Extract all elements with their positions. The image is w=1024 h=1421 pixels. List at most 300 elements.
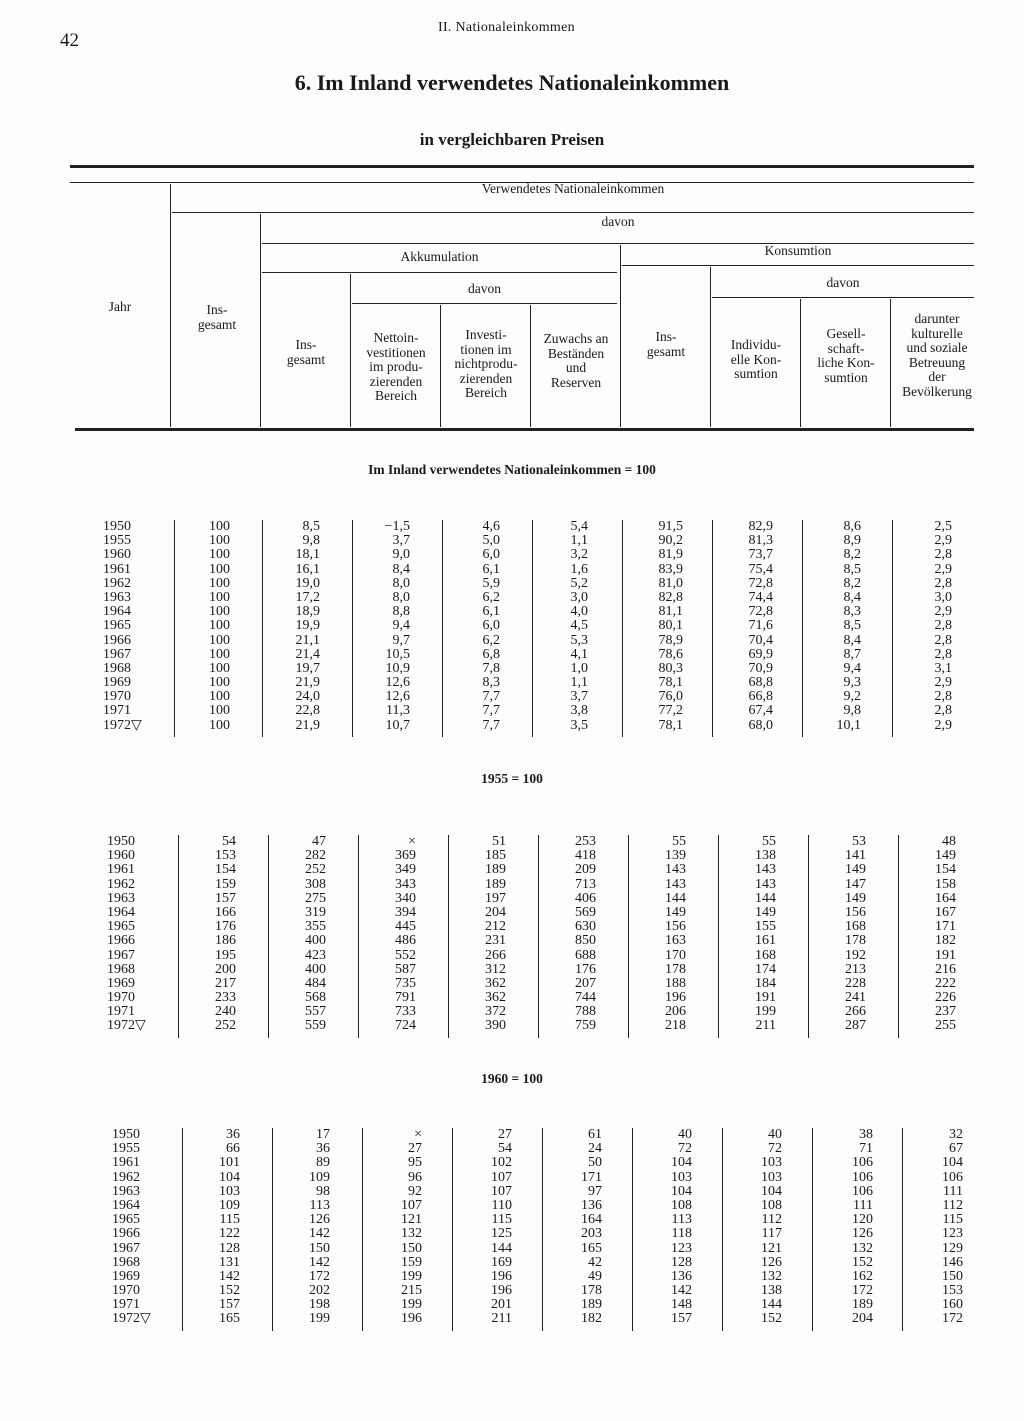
table-cell: 129 bbox=[942, 1240, 963, 1256]
table-cell: 76,0 bbox=[658, 689, 683, 705]
year-cell: 1965 bbox=[103, 618, 131, 634]
table-cell: 107 bbox=[401, 1197, 422, 1213]
table-cell: 2,8 bbox=[934, 703, 952, 719]
table-cell: 372 bbox=[485, 1004, 506, 1020]
table-cell: 559 bbox=[305, 1018, 326, 1034]
table-cell: 149 bbox=[845, 862, 866, 878]
year-cell: 1961 bbox=[103, 561, 131, 577]
table-cell: 154 bbox=[215, 862, 236, 878]
year-cell: 1960 bbox=[107, 848, 135, 864]
table-cell: 217 bbox=[215, 975, 236, 991]
table-cell: 92 bbox=[408, 1183, 422, 1199]
year-cell: 1964 bbox=[103, 604, 131, 620]
table-cell: 2,9 bbox=[934, 561, 952, 577]
header-nettoinvest: Nettoin- vestitionen im produ- zierenden Bereich bbox=[366, 330, 426, 403]
table-cell: 100 bbox=[209, 660, 230, 676]
page-number: 42 bbox=[60, 30, 79, 51]
table-cell: 275 bbox=[305, 890, 326, 906]
header-jahr: Jahr bbox=[108, 299, 132, 314]
table-cell: 199 bbox=[401, 1297, 422, 1313]
year-cell: 1966 bbox=[107, 933, 135, 949]
table-cell: 163 bbox=[665, 933, 686, 949]
table-cell: 36 bbox=[316, 1141, 330, 1157]
table-cell: 216 bbox=[935, 961, 956, 977]
year-cell: 1972▽ bbox=[112, 1311, 151, 1327]
table-cell: 189 bbox=[852, 1297, 873, 1313]
table-cell: 176 bbox=[215, 919, 236, 935]
year-cell: 1963 bbox=[107, 890, 135, 906]
table-cell: 178 bbox=[845, 933, 866, 949]
table-cell: 143 bbox=[755, 862, 776, 878]
table-cell: 12,6 bbox=[385, 689, 410, 705]
table-cell: 111 bbox=[853, 1197, 873, 1213]
table-cell: 100 bbox=[209, 604, 230, 620]
table-cell: 74,4 bbox=[748, 589, 773, 605]
table-cell: 113 bbox=[309, 1197, 330, 1213]
table-cell: 8,0 bbox=[392, 575, 410, 591]
table-cell: 144 bbox=[491, 1240, 512, 1256]
table-cell: 70,9 bbox=[748, 660, 773, 676]
table-cell: 149 bbox=[935, 848, 956, 864]
table-cell: 54 bbox=[498, 1141, 512, 1157]
table-cell: 123 bbox=[942, 1226, 963, 1242]
column-insgesamt bbox=[170, 520, 230, 733]
table-cell: 100 bbox=[209, 689, 230, 705]
table-cell: 390 bbox=[485, 1018, 506, 1034]
table-cell: 77,2 bbox=[658, 703, 683, 719]
table-cell: 125 bbox=[491, 1226, 512, 1242]
year-cell: 1970 bbox=[103, 689, 131, 705]
column-gesellschaftliche bbox=[813, 1128, 873, 1327]
rule-under-akkumulation bbox=[262, 272, 617, 273]
year-cell: 1967 bbox=[112, 1240, 140, 1256]
header-kulturelle: darunter kulturelle und soziale Betreuung der Bevölkerung bbox=[902, 311, 972, 399]
table-cell: 557 bbox=[305, 1004, 326, 1020]
table-cell: 7,7 bbox=[482, 689, 500, 705]
table-cell: −1,5 bbox=[384, 519, 410, 534]
table-cell: 724 bbox=[395, 1018, 416, 1034]
table-cell: 164 bbox=[935, 890, 956, 906]
year-cell: 1968 bbox=[112, 1254, 140, 1270]
year-cell: 1964 bbox=[107, 904, 135, 920]
table-cell: 189 bbox=[485, 862, 506, 878]
rule-under-kons-davon bbox=[712, 297, 974, 298]
table-cell: 103 bbox=[761, 1169, 782, 1185]
table-cell: 759 bbox=[575, 1018, 596, 1034]
table-cell: 81,1 bbox=[658, 604, 683, 620]
column-investitionen bbox=[446, 835, 506, 1034]
table-cell: 172 bbox=[942, 1311, 963, 1327]
table-cell: 418 bbox=[575, 848, 596, 864]
table-cell: 36 bbox=[226, 1127, 240, 1142]
table-cell: 266 bbox=[485, 947, 506, 963]
table-cell: 255 bbox=[935, 1018, 956, 1034]
table-cell: 171 bbox=[581, 1169, 602, 1185]
table-cell: 70,4 bbox=[748, 632, 773, 648]
table-cell: 213 bbox=[845, 961, 866, 977]
table-cell: 71 bbox=[859, 1141, 873, 1157]
table-cell: 8,2 bbox=[843, 575, 861, 591]
table-cell: 1,1 bbox=[570, 675, 588, 691]
table-cell: 8,4 bbox=[843, 632, 861, 648]
table-cell: 196 bbox=[401, 1311, 422, 1327]
table-cell: 735 bbox=[395, 975, 416, 991]
header-divider bbox=[620, 245, 621, 427]
table-cell: 156 bbox=[845, 904, 866, 920]
table-cell: 159 bbox=[215, 876, 236, 892]
table-cell: 192 bbox=[845, 947, 866, 963]
table-cell: 49 bbox=[588, 1268, 602, 1284]
table-cell: 95 bbox=[408, 1155, 422, 1171]
section-label: 1960 = 100 bbox=[481, 1071, 543, 1086]
table-cell: 733 bbox=[395, 1004, 416, 1020]
year-cell: 1966 bbox=[112, 1226, 140, 1242]
table-cell: 850 bbox=[575, 933, 596, 949]
year-cell: 1970 bbox=[112, 1283, 140, 1299]
table-cell: 72 bbox=[768, 1141, 782, 1157]
table-cell: 21,9 bbox=[295, 717, 320, 733]
table-subtitle: in vergleichbaren Preisen bbox=[419, 130, 605, 149]
table-cell: 164 bbox=[581, 1212, 602, 1228]
table-cell: 204 bbox=[852, 1311, 873, 1327]
header-divider bbox=[350, 274, 351, 427]
table-cell: 149 bbox=[845, 890, 866, 906]
table-cell: 287 bbox=[845, 1018, 866, 1034]
table-cell: 148 bbox=[671, 1297, 692, 1313]
table-cell: 713 bbox=[575, 876, 596, 892]
table-cell: 178 bbox=[665, 961, 686, 977]
table-cell: 72 bbox=[678, 1141, 692, 1157]
table-cell: 8,0 bbox=[392, 589, 410, 605]
header-kons-davon: davon bbox=[826, 275, 860, 290]
table-cell: 160 bbox=[942, 1297, 963, 1313]
table-cell: 178 bbox=[581, 1283, 602, 1299]
table-cell: 486 bbox=[395, 933, 416, 949]
table-cell: 199 bbox=[401, 1268, 422, 1284]
table-cell: 3,0 bbox=[934, 589, 952, 605]
table-cell: 2,8 bbox=[934, 646, 952, 662]
table-cell: 24 bbox=[588, 1141, 602, 1157]
table-cell: 212 bbox=[485, 919, 506, 935]
table-cell: 10,9 bbox=[385, 660, 410, 676]
table-cell: 100 bbox=[209, 533, 230, 549]
table-cell: 211 bbox=[755, 1018, 776, 1034]
table-cell: 112 bbox=[942, 1197, 963, 1213]
table-cell: 8,5 bbox=[302, 519, 320, 534]
table-cell: 142 bbox=[309, 1254, 330, 1270]
table-cell: 81,9 bbox=[658, 547, 683, 563]
table-cell: 101 bbox=[219, 1155, 240, 1171]
table-cell: 55 bbox=[762, 834, 776, 849]
column-insgesamt bbox=[176, 835, 236, 1034]
table-cell: 228 bbox=[845, 975, 866, 991]
header-investitionen: Investi- tionen im nichtprodu- zierenden Bereich bbox=[454, 327, 518, 400]
table-cell: 117 bbox=[761, 1226, 782, 1242]
table-cell: 172 bbox=[309, 1268, 330, 1284]
table-cell: 47 bbox=[312, 834, 326, 849]
table-cell: 153 bbox=[215, 848, 236, 864]
table-cell: 111 bbox=[943, 1183, 963, 1199]
table-cell: 53 bbox=[852, 834, 866, 849]
table-cell: 82,9 bbox=[748, 519, 773, 534]
table-cell: 22,8 bbox=[295, 703, 320, 719]
year-cell: 1962 bbox=[107, 876, 135, 892]
table-cell: 17 bbox=[316, 1127, 330, 1142]
column-gesellschaftliche bbox=[801, 520, 861, 733]
rule-under-top bbox=[172, 212, 974, 213]
table-cell: 100 bbox=[209, 646, 230, 662]
table-cell: 68,8 bbox=[748, 675, 773, 691]
table-cell: 100 bbox=[209, 703, 230, 719]
table-cell: 343 bbox=[395, 876, 416, 892]
table-cell: 106 bbox=[852, 1183, 873, 1199]
header-verwendetes: Verwendetes Nationaleinkommen bbox=[481, 181, 665, 196]
table-cell: 7,8 bbox=[482, 660, 500, 676]
table-cell: 5,9 bbox=[482, 575, 500, 591]
table-cell: 2,9 bbox=[934, 717, 952, 733]
table-cell: 138 bbox=[755, 848, 776, 864]
table-cell: 157 bbox=[671, 1311, 692, 1327]
table-cell: 150 bbox=[309, 1240, 330, 1256]
table-cell: 172 bbox=[852, 1283, 873, 1299]
table-cell: 97 bbox=[588, 1183, 602, 1199]
table-cell: 9,4 bbox=[392, 618, 410, 634]
table-cell: 139 bbox=[665, 848, 686, 864]
table-cell: 552 bbox=[395, 947, 416, 963]
table-cell: 4,1 bbox=[570, 646, 588, 662]
header-divider bbox=[800, 299, 801, 427]
table-cell: 138 bbox=[761, 1283, 782, 1299]
table-cell: 191 bbox=[755, 990, 776, 1006]
rule-under-akk-davon bbox=[352, 303, 617, 304]
table-cell: 6,0 bbox=[482, 547, 500, 563]
year-column bbox=[112, 1128, 151, 1327]
table-cell: 21,9 bbox=[295, 675, 320, 691]
table-cell: 8,6 bbox=[843, 519, 861, 534]
table-cell: 788 bbox=[575, 1004, 596, 1020]
table-cell: 394 bbox=[395, 904, 416, 920]
table-cell: 362 bbox=[485, 990, 506, 1006]
year-cell: 1969 bbox=[112, 1268, 140, 1284]
table-cell: 10,5 bbox=[385, 646, 410, 662]
running-header: II. Nationaleinkommen bbox=[438, 20, 575, 35]
table-cell: 168 bbox=[755, 947, 776, 963]
table-cell: 103 bbox=[219, 1183, 240, 1199]
table-cell: 69,9 bbox=[748, 646, 773, 662]
header-divider bbox=[890, 299, 891, 427]
table-cell: 113 bbox=[671, 1212, 692, 1228]
table-cell: 158 bbox=[935, 876, 956, 892]
table-cell: 630 bbox=[575, 919, 596, 935]
table-cell: 123 bbox=[671, 1240, 692, 1256]
table-cell: 3,5 bbox=[570, 717, 588, 733]
table-cell: 197 bbox=[485, 890, 506, 906]
table-cell: 122 bbox=[219, 1226, 240, 1242]
table-cell: 40 bbox=[768, 1127, 782, 1142]
table-cell: 91,5 bbox=[658, 519, 683, 534]
table-cell: 78,1 bbox=[658, 717, 683, 733]
table-cell: 82,8 bbox=[658, 589, 683, 605]
table-cell: 67 bbox=[949, 1141, 963, 1157]
column-kons-insgesamt bbox=[626, 835, 686, 1034]
table-cell: 170 bbox=[665, 947, 686, 963]
table-cell: 266 bbox=[845, 1004, 866, 1020]
table-cell: 72,8 bbox=[748, 575, 773, 591]
table-cell: 68,0 bbox=[748, 717, 773, 733]
table-cell: 78,1 bbox=[658, 675, 683, 691]
table-cell: 21,1 bbox=[295, 632, 320, 648]
table-cell: 688 bbox=[575, 947, 596, 963]
table-cell: 100 bbox=[209, 675, 230, 691]
column-nettoinvest bbox=[362, 1128, 422, 1327]
table-cell: 188 bbox=[665, 975, 686, 991]
year-cell: 1970 bbox=[107, 990, 135, 1006]
table-cell: 200 bbox=[215, 961, 236, 977]
table-cell: 144 bbox=[761, 1297, 782, 1313]
table-cell: 104 bbox=[942, 1155, 963, 1171]
table-cell: 8,3 bbox=[843, 604, 861, 620]
table-cell: 104 bbox=[761, 1183, 782, 1199]
header-zuwachs: Zuwachs an Beständen und Reserven bbox=[543, 331, 609, 390]
table-cell: 16,1 bbox=[295, 561, 320, 577]
table-cell: 108 bbox=[671, 1197, 692, 1213]
year-cell: 1950 bbox=[112, 1127, 140, 1142]
table-cell: 252 bbox=[215, 1018, 236, 1034]
table-cell: 218 bbox=[665, 1018, 686, 1034]
table-cell: 8,4 bbox=[392, 561, 410, 577]
table-cell: 168 bbox=[845, 919, 866, 935]
year-cell: 1963 bbox=[112, 1183, 140, 1199]
table-cell: 8,2 bbox=[843, 547, 861, 563]
table-cell: 121 bbox=[401, 1212, 422, 1228]
year-cell: 1966 bbox=[103, 632, 131, 648]
table-cell: 150 bbox=[401, 1240, 422, 1256]
year-cell: 1971 bbox=[107, 1004, 135, 1020]
table-cell: 185 bbox=[485, 848, 506, 864]
header-divider bbox=[710, 267, 711, 427]
table-cell: 4,0 bbox=[570, 604, 588, 620]
table-cell: 9,4 bbox=[843, 660, 861, 676]
table-cell: 128 bbox=[671, 1254, 692, 1270]
table-cell: 32 bbox=[949, 1127, 963, 1142]
table-cell: 67,4 bbox=[748, 703, 773, 719]
table-cell: 4,5 bbox=[570, 618, 588, 634]
table-cell: 149 bbox=[665, 904, 686, 920]
column-gesellschaftliche bbox=[806, 835, 866, 1034]
year-cell: 1968 bbox=[103, 660, 131, 676]
table-cell: 206 bbox=[665, 1004, 686, 1020]
column-individuelle bbox=[722, 1128, 782, 1327]
table-cell: 115 bbox=[491, 1212, 512, 1228]
table-cell: 9,3 bbox=[843, 675, 861, 691]
header-insgesamt: Ins- gesamt bbox=[197, 302, 237, 332]
table-cell: 157 bbox=[219, 1297, 240, 1313]
year-cell: 1969 bbox=[107, 975, 135, 991]
table-cell: 109 bbox=[309, 1169, 330, 1185]
section-label: 1955 = 100 bbox=[481, 771, 543, 786]
table-cell: 196 bbox=[491, 1268, 512, 1284]
year-cell: 1964 bbox=[112, 1197, 140, 1213]
table-cell: 66,8 bbox=[748, 689, 773, 705]
year-cell: 1972▽ bbox=[107, 1018, 146, 1034]
table-cell: 90,2 bbox=[658, 533, 683, 549]
table-cell: 162 bbox=[852, 1268, 873, 1284]
table-cell: 66 bbox=[226, 1141, 240, 1157]
table-cell: 8,5 bbox=[843, 561, 861, 577]
table-cell: 146 bbox=[942, 1254, 963, 1270]
table-cell: 107 bbox=[491, 1183, 512, 1199]
table-cell: 19,7 bbox=[295, 660, 320, 676]
table-cell: 24,0 bbox=[295, 689, 320, 705]
table-cell: 100 bbox=[209, 561, 230, 577]
column-individuelle bbox=[713, 520, 773, 733]
year-cell: 1961 bbox=[112, 1155, 140, 1171]
table-cell: 152 bbox=[219, 1283, 240, 1299]
section-label: Im Inland verwendetes Nationaleinkommen = 100 bbox=[368, 462, 656, 477]
table-cell: 195 bbox=[215, 947, 236, 963]
column-zuwachs bbox=[528, 520, 588, 733]
column-kulturelle bbox=[892, 520, 952, 733]
table-cell: 131 bbox=[219, 1254, 240, 1270]
table-cell: 1,1 bbox=[570, 533, 588, 549]
table-cell: 568 bbox=[305, 990, 326, 1006]
table-cell: 144 bbox=[665, 890, 686, 906]
table-cell: 147 bbox=[845, 876, 866, 892]
table-title: 6. Im Inland verwendetes Nationaleinkommen bbox=[294, 70, 730, 95]
header-kons-insgesamt: Ins- gesamt bbox=[646, 329, 686, 359]
table-cell: 27 bbox=[408, 1141, 422, 1157]
header-divider bbox=[260, 214, 261, 427]
table-cell: 108 bbox=[761, 1197, 782, 1213]
table-cell: 104 bbox=[671, 1183, 692, 1199]
table-cell: 142 bbox=[219, 1268, 240, 1284]
column-akk-insgesamt bbox=[266, 835, 326, 1034]
table-cell: 6,8 bbox=[482, 646, 500, 662]
table-cell: 167 bbox=[935, 904, 956, 920]
table-cell: 3,7 bbox=[570, 689, 588, 705]
year-cell: 1969 bbox=[103, 675, 131, 691]
table-cell: 3,0 bbox=[570, 589, 588, 605]
year-column bbox=[107, 835, 146, 1034]
table-cell: 42 bbox=[588, 1254, 602, 1270]
table-cell: 152 bbox=[761, 1311, 782, 1327]
table-cell: 253 bbox=[575, 834, 596, 849]
table-cell: 209 bbox=[575, 862, 596, 878]
table-cell: 136 bbox=[671, 1268, 692, 1284]
table-cell: 141 bbox=[845, 848, 866, 864]
table-cell: 2,9 bbox=[934, 675, 952, 691]
table-cell: 110 bbox=[491, 1197, 512, 1213]
table-cell: 196 bbox=[665, 990, 686, 1006]
table-cell: 8,5 bbox=[843, 618, 861, 634]
table-cell: 155 bbox=[755, 919, 776, 935]
table-cell: 182 bbox=[935, 933, 956, 949]
column-kulturelle bbox=[903, 1128, 963, 1327]
table-cell: 369 bbox=[395, 848, 416, 864]
table-cell: 237 bbox=[935, 1004, 956, 1020]
table-cell: 80,1 bbox=[658, 618, 683, 634]
header-divider bbox=[530, 305, 531, 427]
table-cell: 143 bbox=[665, 876, 686, 892]
table-cell: 211 bbox=[491, 1311, 512, 1327]
table-cell: 2,8 bbox=[934, 618, 952, 634]
table-cell: 149 bbox=[755, 904, 776, 920]
table-cell: 8,7 bbox=[843, 646, 861, 662]
table-cell: 81,0 bbox=[658, 575, 683, 591]
table-cell: 128 bbox=[219, 1240, 240, 1256]
table-cell: 231 bbox=[485, 933, 506, 949]
table-cell: 98 bbox=[316, 1183, 330, 1199]
